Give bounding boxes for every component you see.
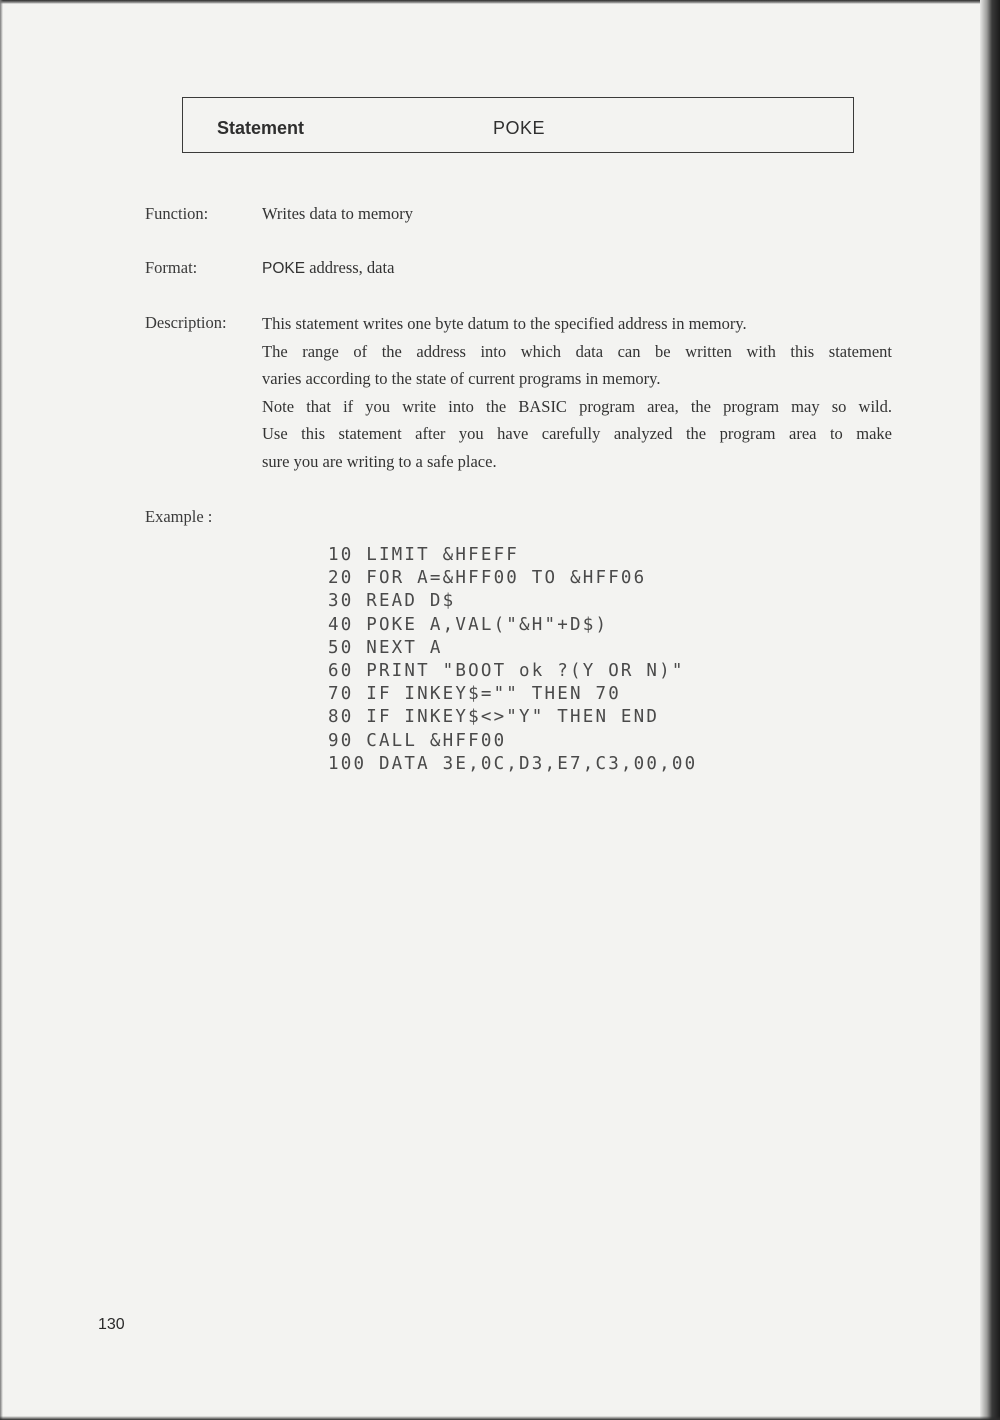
description-line: Note that if you write into the BASIC program area, the program may so wild. (262, 396, 892, 416)
book-spine-edge (980, 0, 1000, 1420)
page-number: 130 (98, 1316, 125, 1333)
format-keyword: POKE (262, 260, 306, 277)
description-line: sure you are writing to a safe place. (262, 451, 497, 471)
description-line: Use this statement after you have carefully analyzed the program area to make (262, 424, 892, 443)
description-label: Description: (145, 313, 227, 332)
description-text (262, 310, 892, 475)
header-label: Statement (217, 118, 305, 138)
description-line: This statement writes one byte datum to the specified address in memory. (262, 314, 747, 333)
example-label: Example : (145, 507, 213, 526)
code-line: 10 LIMIT &HFEFF (328, 545, 520, 565)
format-text (262, 258, 394, 278)
function-label: Function: (145, 204, 209, 223)
code-line: 80 IF INKEY$<>"Y" THEN END (328, 707, 660, 728)
code-line: 100 DATA 3E,0C,D3,E7,C3,00,00 (328, 753, 698, 774)
statement-header-box (182, 97, 854, 153)
format-label: Format: (145, 258, 198, 277)
format-args: address, data (305, 258, 395, 277)
header-statement-name: POKE (493, 118, 546, 138)
basic-code-listing (328, 544, 697, 776)
page-edge-left (0, 0, 3, 1420)
page-edge-top (0, 0, 980, 4)
description-line: The range of the address into which data can be written with this statement (262, 341, 892, 361)
page-edge-bottom (0, 1416, 1000, 1420)
code-line: 50 NEXT A (328, 637, 443, 658)
code-line: 70 IF INKEY$="" THEN 70 (328, 684, 621, 705)
code-line: 40 POKE A,VAL("&H"+D$) (328, 614, 609, 635)
code-line: 30 READ D$ (328, 591, 456, 612)
function-text: Writes data to memory (262, 204, 413, 223)
code-line: 20 FOR A=&HFF00 TO &HFF06 (328, 568, 647, 589)
description-line: varies according to the state of current programs in memory. (262, 369, 661, 388)
code-line: 60 PRINT "BOOT ok ?(Y OR N)" (328, 661, 685, 682)
code-line: 90 CALL &HFF00 (328, 730, 507, 751)
